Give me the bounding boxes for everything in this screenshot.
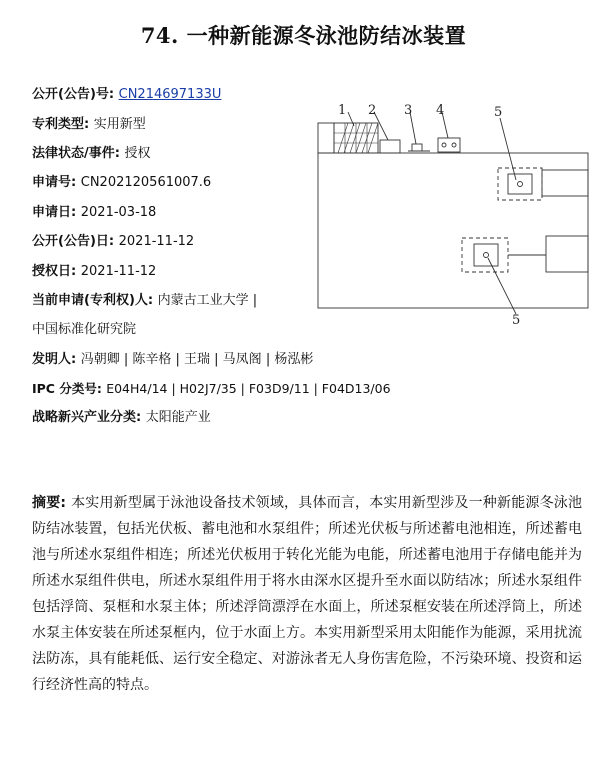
meta-patent-type: 专利类型: 实用新型	[32, 117, 146, 132]
meta-inventors: 发明人: 冯朝卿 | 陈辛格 | 王瑞 | 马凤阁 | 杨泓彬	[32, 352, 314, 367]
meta-value: 太阳能产业	[145, 410, 211, 425]
meta-industry: 战略新兴产业分类: 太阳能产业	[32, 410, 211, 425]
meta-value: 2021-11-12	[118, 234, 195, 249]
pump-frame-upper	[508, 174, 532, 194]
meta-value: 内蒙古工业大学 |	[157, 293, 258, 308]
meta-application-number: 申请号: CN202120561007.6	[32, 175, 212, 190]
meta-value: 实用新型	[93, 117, 146, 132]
pump-frame-lower	[474, 244, 498, 266]
meta-label: 当前申请(专利权)人	[32, 293, 148, 308]
pump-assembly-upper	[498, 168, 542, 200]
meta-value: CN202120561007.6	[80, 175, 212, 190]
meta-ipc: IPC 分类号: E04H4/14 | H02J7/35 | F03D9/11 | F04D13/06	[32, 381, 391, 396]
abstract-text: 本实用新型属于泳池设备技术领域，具体而言，本实用新型涉及一种新能源冬泳池防结冰装置，包括光伏板、蓄电池和水泵组件；所述光伏板与所述蓄电池相连，所述蓄电池与所述水泵组件相连；所述光伏板用于转化光能为电能，所述蓄电池用于存储电能并为所述水泵组件供电，所述水泵组件用于将水由深水区提升至水面以防结冰；所述水泵组件包括浮筒、泵框和水泵主体；所述浮筒漂浮在水面上，所述泵框安装在所述浮筒上，所述水泵主体安装在所述泵框内，位于水面上方。本实用新型采用太阳能作为能源，采用扰流法防冻，具有能耗低、运行安全稳定、对游泳者无人身伤害危险，不污染环境、投资和运行经济性高的特点。	[32, 495, 582, 693]
meta-application-date: 申请日: 2021-03-18	[32, 205, 157, 220]
meta-label: 申请日	[32, 205, 72, 220]
float-lower	[546, 236, 588, 272]
float-upper	[542, 170, 588, 196]
meta-value: 授权	[124, 146, 151, 161]
meta-label: 公开(公告)号	[32, 87, 109, 102]
meta-value: 2021-03-18	[80, 205, 157, 220]
figure-label-1: 1	[338, 103, 347, 118]
meta-value: 冯朝卿 | 陈辛格 | 王瑞 | 马凤阁 | 杨泓彬	[80, 352, 314, 367]
page-title: 74. 一种新能源冬泳池防结冰装置	[140, 23, 467, 48]
pool-outline	[318, 153, 588, 308]
figure-label-2: 2	[368, 103, 377, 118]
publication-number-link[interactable]: CN214697133U	[118, 87, 222, 102]
meta-label: 专利类型	[32, 117, 85, 132]
patent-drawing	[312, 98, 596, 330]
meta-label: 授权日	[32, 264, 72, 279]
figure-label-3: 3	[404, 103, 413, 118]
battery	[380, 140, 400, 153]
component-4	[438, 138, 460, 152]
meta-label: 申请号	[32, 175, 72, 190]
meta-grant-date: 授权日: 2021-11-12	[32, 264, 157, 279]
component-3	[412, 144, 422, 151]
meta-label: 发明人	[32, 352, 72, 367]
abstract-label: 摘要	[32, 495, 61, 511]
pump-assembly-lower	[462, 238, 508, 272]
abstract: 摘要: 本实用新型属于泳池设备技术领域，具体而言，本实用新型涉及一种新能源冬泳池防结冰装置，包括光伏板、蓄电池和水泵组件；所述光伏板与所述蓄电池相连，所述蓄电池与所述水泵组件相连；所述光伏板用于转化光能为电能，所述蓄电池用于存储电能并为所述水泵组件供电，所述水泵组件用于将水由深水区提升至水面以防结冰；所述水泵组件包括浮筒、泵框和水泵主体；所述浮筒漂浮在水面上，所述泵框安装在所述浮筒上，所述水泵主体安装在所述泵框内，位于水面上方。本实用新型采用太阳能作为能源，采用扰流法防冻，具有能耗低、运行安全稳定、对游泳者无人身伤害危险，不污染环境、投资和运行经济性高的特点。	[32, 495, 582, 693]
meta-label: IPC 分类号	[32, 381, 97, 396]
meta-applicant-line2	[32, 321, 136, 339]
meta-publication-date: 公开(公告)日: 2021-11-12	[32, 234, 195, 249]
meta-value: 2021-11-12	[80, 264, 157, 279]
figure-label-5a: 5	[494, 105, 503, 120]
meta-value: E04H4/14 | H02J7/35 | F03D9/11 | F04D13/06	[106, 381, 391, 396]
figure-label-5b: 5	[512, 313, 521, 328]
meta-label: 战略新兴产业分类	[32, 410, 137, 425]
meta-value: 中国标准化研究院	[32, 322, 137, 337]
meta-label: 法律状态/事件	[32, 146, 115, 161]
meta-label: 公开(公告)日	[32, 234, 109, 249]
side-block	[318, 123, 334, 153]
figure-label-4: 4	[436, 103, 445, 118]
meta-publication-number: 公开(公告)号: CN214697133U	[32, 87, 222, 102]
meta-applicant: 当前申请(专利权)人: 内蒙古工业大学 |	[32, 293, 258, 308]
meta-legal-status: 法律状态/事件: 授权	[32, 146, 151, 161]
